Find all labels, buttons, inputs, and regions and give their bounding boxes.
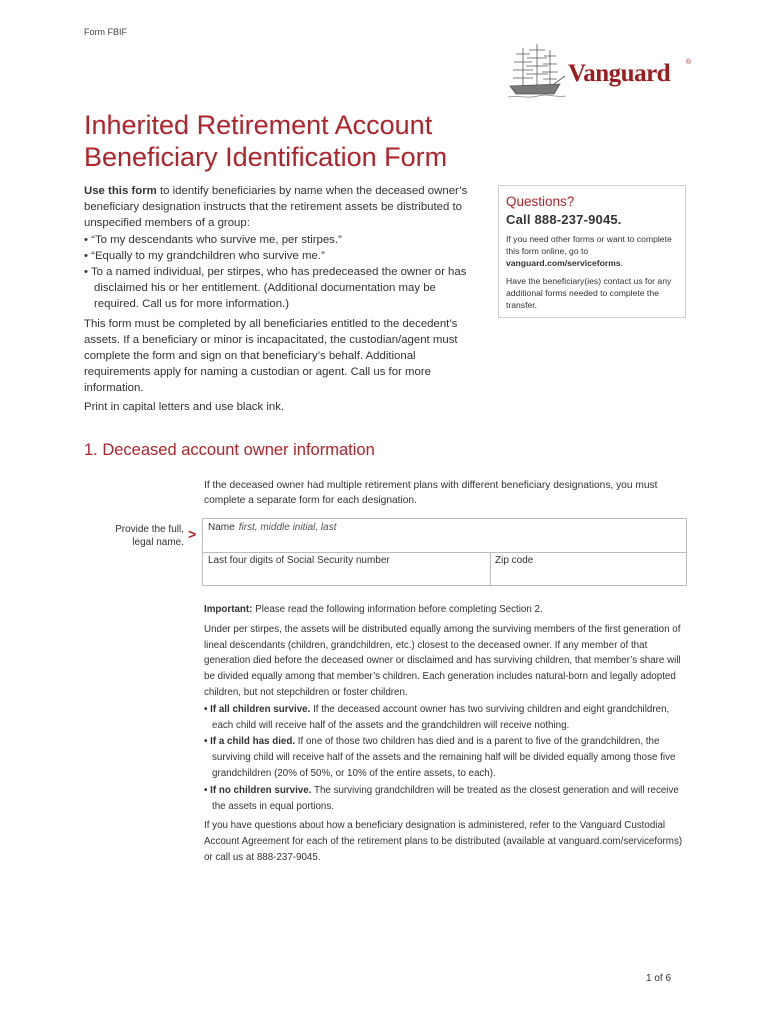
important-bold: Important: [204, 604, 253, 615]
print-instruction: Print in capital letters and use black ink. [84, 401, 285, 413]
registered-mark: ® [686, 59, 692, 66]
questions-text-forms [506, 233, 677, 270]
intro-lead-text: to identify beneficiaries by name when the deceased owner’s beneficiary designation instructs that the retirement assets be distributed to unspecified members of a group: [84, 185, 468, 230]
intro-block [84, 183, 469, 313]
list-item [204, 734, 686, 781]
questions-text-post: . [620, 258, 624, 269]
list-item: • “Equally to my grandchildren who survive me.” [84, 249, 325, 262]
list-item [204, 783, 686, 815]
questions-text-pre: If you need other forms or want to complete this form online, go to [506, 234, 672, 257]
case-title: • If all children survive. [204, 703, 311, 715]
ship-icon [508, 42, 566, 102]
questions-phone: Call 888-237-9045. [506, 212, 622, 227]
name-hint: first, middle initial, last [238, 522, 337, 533]
intro-lead-bold: Use this form [84, 185, 157, 197]
case-title: • If no children survive. [204, 784, 312, 796]
arrow-right-icon: > [188, 526, 197, 542]
ssn-field[interactable] [203, 552, 490, 586]
closing-paragraph: If you have questions about how a beneficiary designation is administered, refer to the Vanguard Custodial Account Agreement for each of the retirement plans to be distributed (available at vanguard.com/serviceforms) or call us at 888-237-9045. [204, 820, 683, 863]
questions-text-contact: Have the beneficiary(ies) contact us for any additional forms needed to complete the transfer. [506, 275, 672, 311]
intro-lead [84, 183, 469, 232]
questions-box [498, 185, 686, 318]
list-item [204, 702, 686, 734]
important-note [204, 602, 686, 618]
name-label: Name [208, 522, 235, 533]
list-item: • To a named individual, per stirpes, who has predeceased the owner or has disclaimed his or her entitlement. (Additional documentation may be required. Call us for more information.) [84, 266, 467, 311]
questions-heading: Questions? [506, 194, 575, 209]
important-text: Please read the following information before completing Section 2. [252, 604, 543, 615]
section-1-note: If the deceased owner had multiple retirement plans with different beneficiary designations, you must complete a separate form for each designation. [204, 480, 658, 506]
brand-name: Vanguard [568, 60, 671, 87]
form-id: Form FBIF [84, 27, 127, 37]
case-text: The surviving grandchildren will be treated as the closest generation and will receive the assets in equal portions. [212, 784, 679, 812]
section-1-heading: 1. Deceased account owner information [84, 441, 375, 459]
page-number: 1 of 6 [646, 973, 672, 984]
serviceforms-link[interactable]: vanguard.com/serviceforms [506, 258, 621, 269]
ssn-label: Last four digits of Social Security number [208, 555, 390, 566]
name-field-label [208, 522, 337, 533]
designation-list [84, 232, 469, 313]
case-title: • If a child has died. [204, 736, 296, 748]
page-title: Inherited Retirement Account Beneficiary Identification Form [84, 110, 448, 172]
name-field[interactable] [203, 519, 686, 553]
zip-field[interactable] [491, 552, 686, 586]
completion-paragraph: This form must be completed by all beneficiaries entitled to the decedent’s assets. If a beneficiary or minor is incapacitated, the custodian/agent must complete the form and sign on that beneficiary’s behalf. Additional requirements apply for naming a custodian or agent. Call us for more information. [84, 318, 458, 394]
zip-label: Zip code [495, 555, 534, 566]
owner-info-fields [202, 518, 687, 586]
per-stirpes-explanation [204, 602, 686, 866]
case-text: If the deceased account owner has two surviving children and eight grandchildren, each child will receive half of the assets and the grandchildren will receive nothing. [212, 703, 670, 731]
provide-name-label: Provide the full, legal name. [115, 524, 184, 548]
list-item: • “To my descendants who survive me, per stirpes.” [84, 233, 342, 246]
case-text: If one of those two children has died and is a parent to five of the grandchildren, the surviving child will receive half of the assets and the remaining half will be divided equally among those five grandchildren (20% of 50%, or 10% of the entire assets, to each). [212, 736, 676, 779]
vanguard-logo [508, 42, 694, 106]
ssn-zip-row [203, 552, 686, 586]
per-stirpes-paragraph: Under per stirpes, the assets will be distributed equally among the surviving members of the first generation of lineal descendants (children, grandchildren, etc.) closest to the deceased owner. If any member of that generation died before the deceased owner or disclaimed and has surviving children, that member’s share will be divided equally among that member’s children. Each generation includes natural-born and legally adopted children, but not stepchildren or foster children. [204, 623, 681, 698]
